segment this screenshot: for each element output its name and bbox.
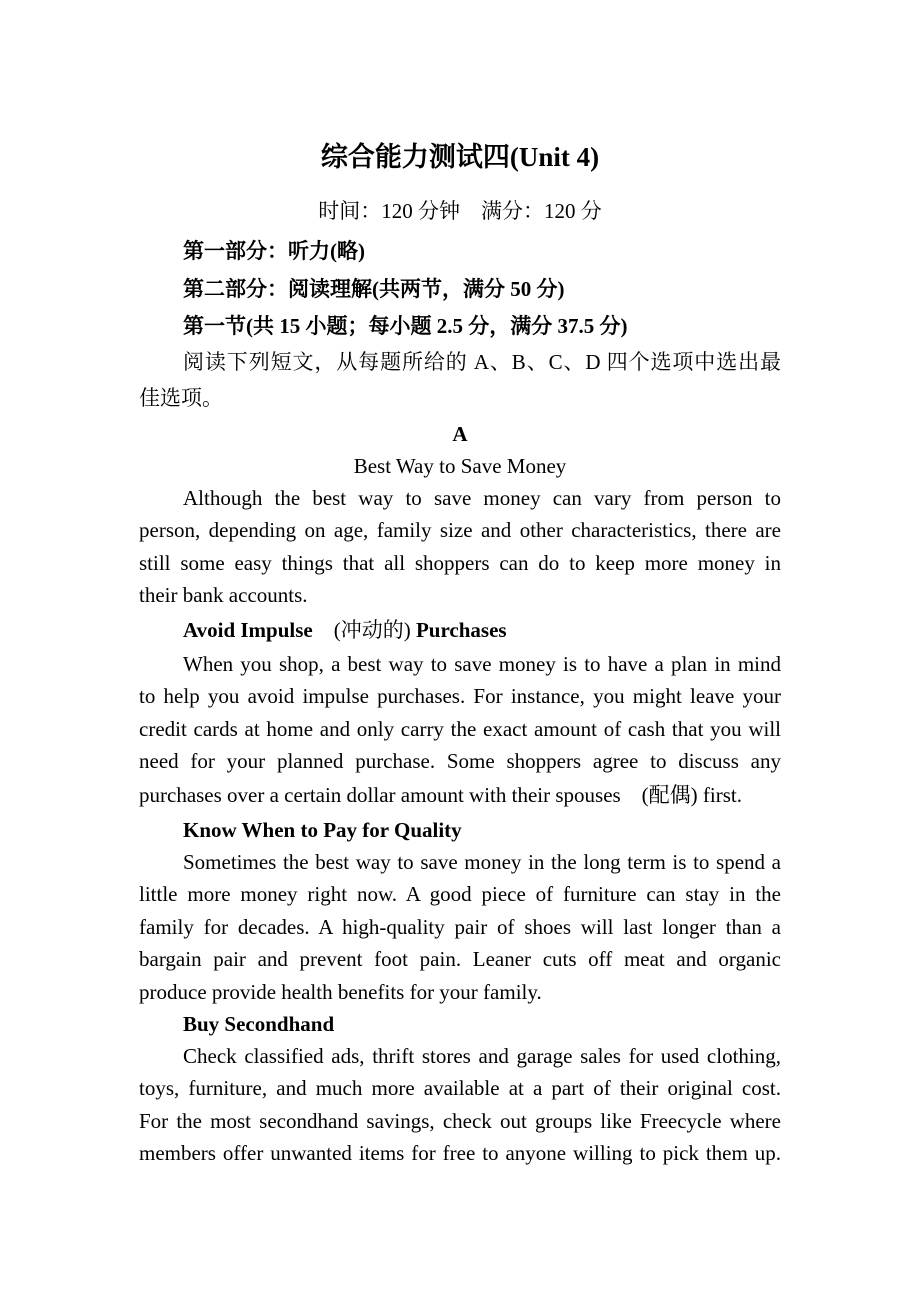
paragraph-line: produce provide health benefits for your family. <box>139 980 542 1004</box>
gloss: (冲动的) <box>312 618 416 642</box>
subheading-secondhand: Buy Secondhand <box>183 1012 335 1036</box>
paragraph-line: When you shop, a best way to save money is to have a plan in mind <box>183 652 781 676</box>
paragraph-line: still some easy things that all shoppers can do to keep more money in <box>139 551 781 575</box>
paragraph-line: toys, furniture, and much more available at a part of their original cost. <box>139 1076 781 1100</box>
paragraph-line: to help you avoid impulse purchases. For instance, you might leave your <box>139 684 781 708</box>
paragraph-line: family for decades. A high-quality pair of shoes will last longer than a <box>139 915 781 939</box>
paragraph-line: purchases over a certain dollar amount with their spouses (配偶) first. <box>139 783 743 807</box>
subheading-text: Purchases <box>415 618 507 642</box>
paragraph-line: Sometimes the best way to save money in the long term is to spend a <box>183 850 781 874</box>
subheading-avoid-impulse <box>183 614 781 646</box>
exam-meta: 时间：120 分钟 满分：120 分 <box>318 199 602 223</box>
paragraph-line: Check classified ads, thrift stores and garage sales for used clothing, <box>183 1044 781 1068</box>
passage-title: Best Way to Save Money <box>353 454 567 478</box>
instructions-line: 佳选项。 <box>139 386 223 410</box>
paragraph-line: little more money right now. A good piece of furniture can stay in the <box>139 882 781 906</box>
passage-label: A <box>452 422 468 446</box>
paragraph-line: members offer unwanted items for free to anyone willing to pick them up. <box>139 1141 781 1165</box>
section-1-heading: 第一节(共 15 小题；每小题 2.5 分，满分 37.5 分) <box>183 314 628 338</box>
paragraph-line: credit cards at home and only carry the exact amount of cash that you will <box>139 717 781 741</box>
paragraph-line: need for your planned purchase. Some shoppers agree to discuss any <box>139 749 781 773</box>
subheading-text: Avoid Impulse <box>183 618 313 642</box>
page-title: 综合能力测试四(Unit 4) <box>320 142 600 172</box>
instructions-line: 阅读下列短文，从每题所给的 A、B、C、D 四个选项中选出最 <box>183 350 781 374</box>
part-1-heading: 第一部分：听力(略) <box>183 239 365 263</box>
paragraph-line: person, depending on age, family size and other characteristics, there are <box>139 518 781 542</box>
paragraph-line: Although the best way to save money can vary from person to <box>183 486 781 510</box>
paragraph-line: bargain pair and prevent foot pain. Leaner cuts off meat and organic <box>139 947 781 971</box>
paragraph-line: For the most secondhand savings, check out groups like Freecycle where <box>139 1109 781 1133</box>
subheading-quality: Know When to Pay for Quality <box>183 818 462 842</box>
paragraph-line: their bank accounts. <box>139 583 308 607</box>
part-2-heading: 第二部分：阅读理解(共两节，满分 50 分) <box>183 277 565 301</box>
